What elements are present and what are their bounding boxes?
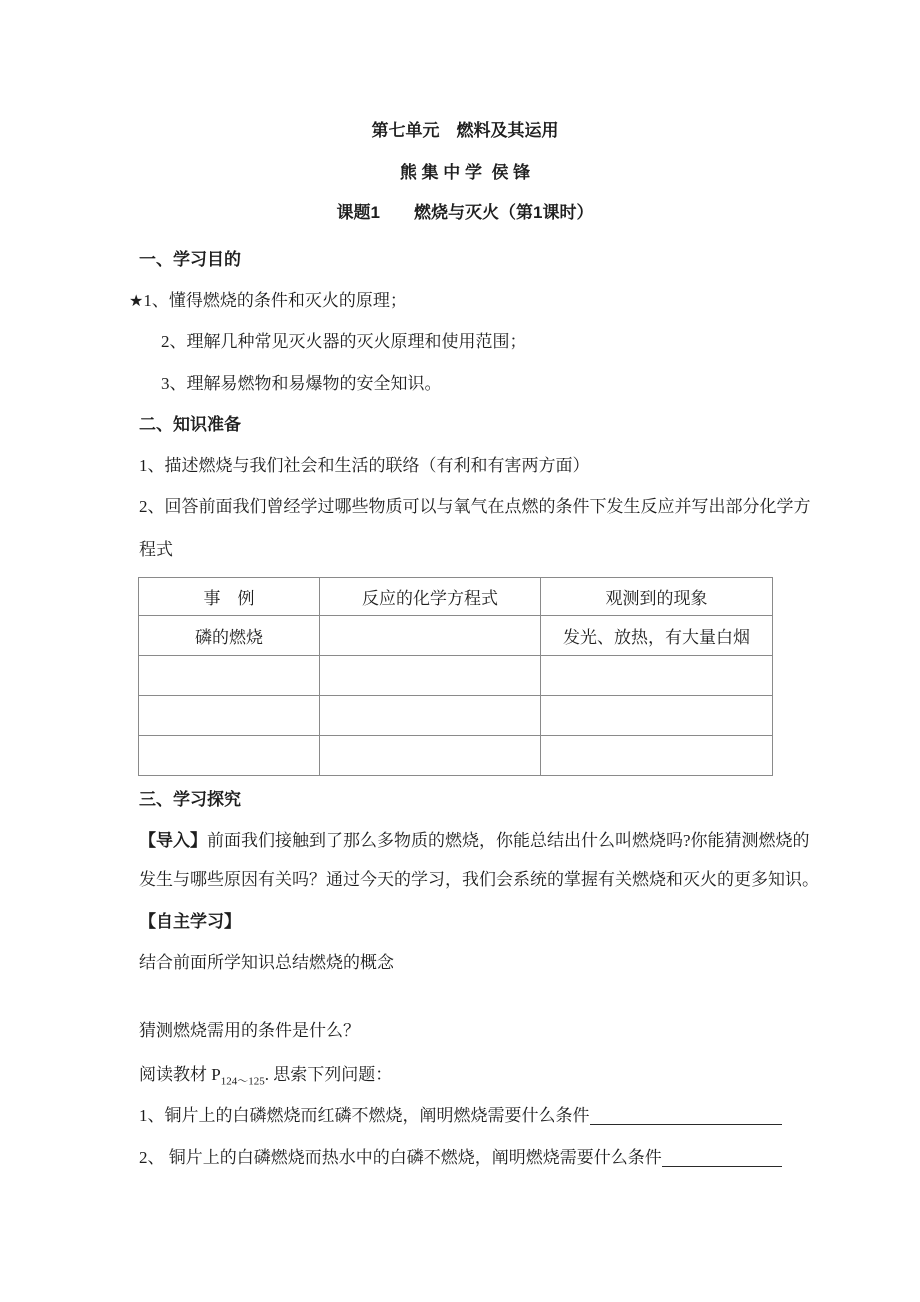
objective-item-3: 3、理解易燃物和易爆物的安全知识。 — [161, 374, 442, 393]
question-2 — [139, 1147, 782, 1168]
task-read-suffix: . 思索下列问题： — [264, 1065, 393, 1084]
table-cell — [139, 696, 320, 736]
table-cell: 发光、放热，有大量白烟 — [541, 616, 773, 656]
table-header-equation: 反应的化学方程式 — [320, 578, 541, 616]
intro-paragraph-line2: 发生与哪些原因有关吗？通过今天的学习，我们会系统的掌握有关燃烧和灭火的更多知识。 — [139, 870, 819, 889]
preparation-item-1: 1、描述燃烧与我们社会和生活的联络（有利和有害两方面） — [139, 456, 590, 475]
table-row — [139, 696, 773, 736]
task-read — [139, 1064, 393, 1088]
unit-title: 第七单元 燃料及其运用 — [371, 121, 559, 140]
preparation-item-2-line1: 2、回答前面我们曾经学过哪些物质可以与氧气在点燃的条件下发生反应并写出部分化学方 — [139, 497, 811, 516]
task-read-prefix: 阅读教材 P — [139, 1065, 221, 1084]
table-cell — [320, 656, 541, 696]
lesson-title: 课题1 燃烧与灭火（第1课时） — [336, 203, 594, 222]
preparation-item-2-line2: 程式 — [139, 540, 173, 559]
intro-paragraph-line1 — [139, 830, 810, 851]
question-1 — [139, 1105, 782, 1126]
self-study-label: 【自主学习】 — [139, 912, 241, 931]
star-icon: ★ — [129, 293, 144, 310]
table-cell — [541, 696, 773, 736]
task-concept: 结合前面所学知识总结燃烧的概念 — [139, 953, 394, 972]
objectives-heading: 一、学习目的 — [139, 250, 241, 269]
answer-blank-2 — [662, 1147, 782, 1167]
exploration-heading: 三、学习探究 — [139, 790, 241, 809]
table-cell — [139, 656, 320, 696]
table-header-example: 事 例 — [139, 578, 320, 616]
preparation-heading: 二、知识准备 — [139, 415, 241, 434]
school-author-line: 熊 集 中 学 侯 锋 — [399, 163, 531, 182]
task-guess: 猜测燃烧需用的条件是什么？ — [139, 1021, 360, 1040]
page-range-subscript: 124～125 — [220, 1075, 265, 1088]
objective-item-2: 2、理解几种常见灭火器的灭火原理和使用范围； — [161, 332, 527, 351]
answer-blank-1 — [590, 1105, 783, 1125]
table-cell — [541, 656, 773, 696]
table-cell — [541, 736, 773, 776]
table-cell — [320, 696, 541, 736]
reaction-table — [138, 577, 773, 776]
intro-line1-text: 前面我们接触到了那么多物质的燃烧，你能总结出什么叫燃烧吗?你能猜测燃烧的 — [207, 831, 810, 850]
intro-label: 【导入】 — [139, 831, 207, 850]
table-cell — [139, 736, 320, 776]
table-row — [139, 736, 773, 776]
table-cell — [320, 616, 541, 656]
table-row — [139, 656, 773, 696]
objective-item-1-text: 1、懂得燃烧的条件和灭火的原理； — [143, 291, 407, 310]
table-header-phenomenon: 观测到的现象 — [541, 578, 773, 616]
table-header-row — [139, 578, 773, 616]
question-2-text: 2、 铜片上的白磷燃烧而热水中的白磷不燃烧，阐明燃烧需要什么条件 — [139, 1148, 662, 1167]
table-cell — [320, 736, 541, 776]
objective-item-1 — [129, 290, 407, 312]
table-cell: 磷的燃烧 — [139, 616, 320, 656]
question-1-text: 1、铜片上的白磷燃烧而红磷不燃烧，阐明燃烧需要什么条件 — [139, 1106, 590, 1125]
table-row — [139, 616, 773, 656]
